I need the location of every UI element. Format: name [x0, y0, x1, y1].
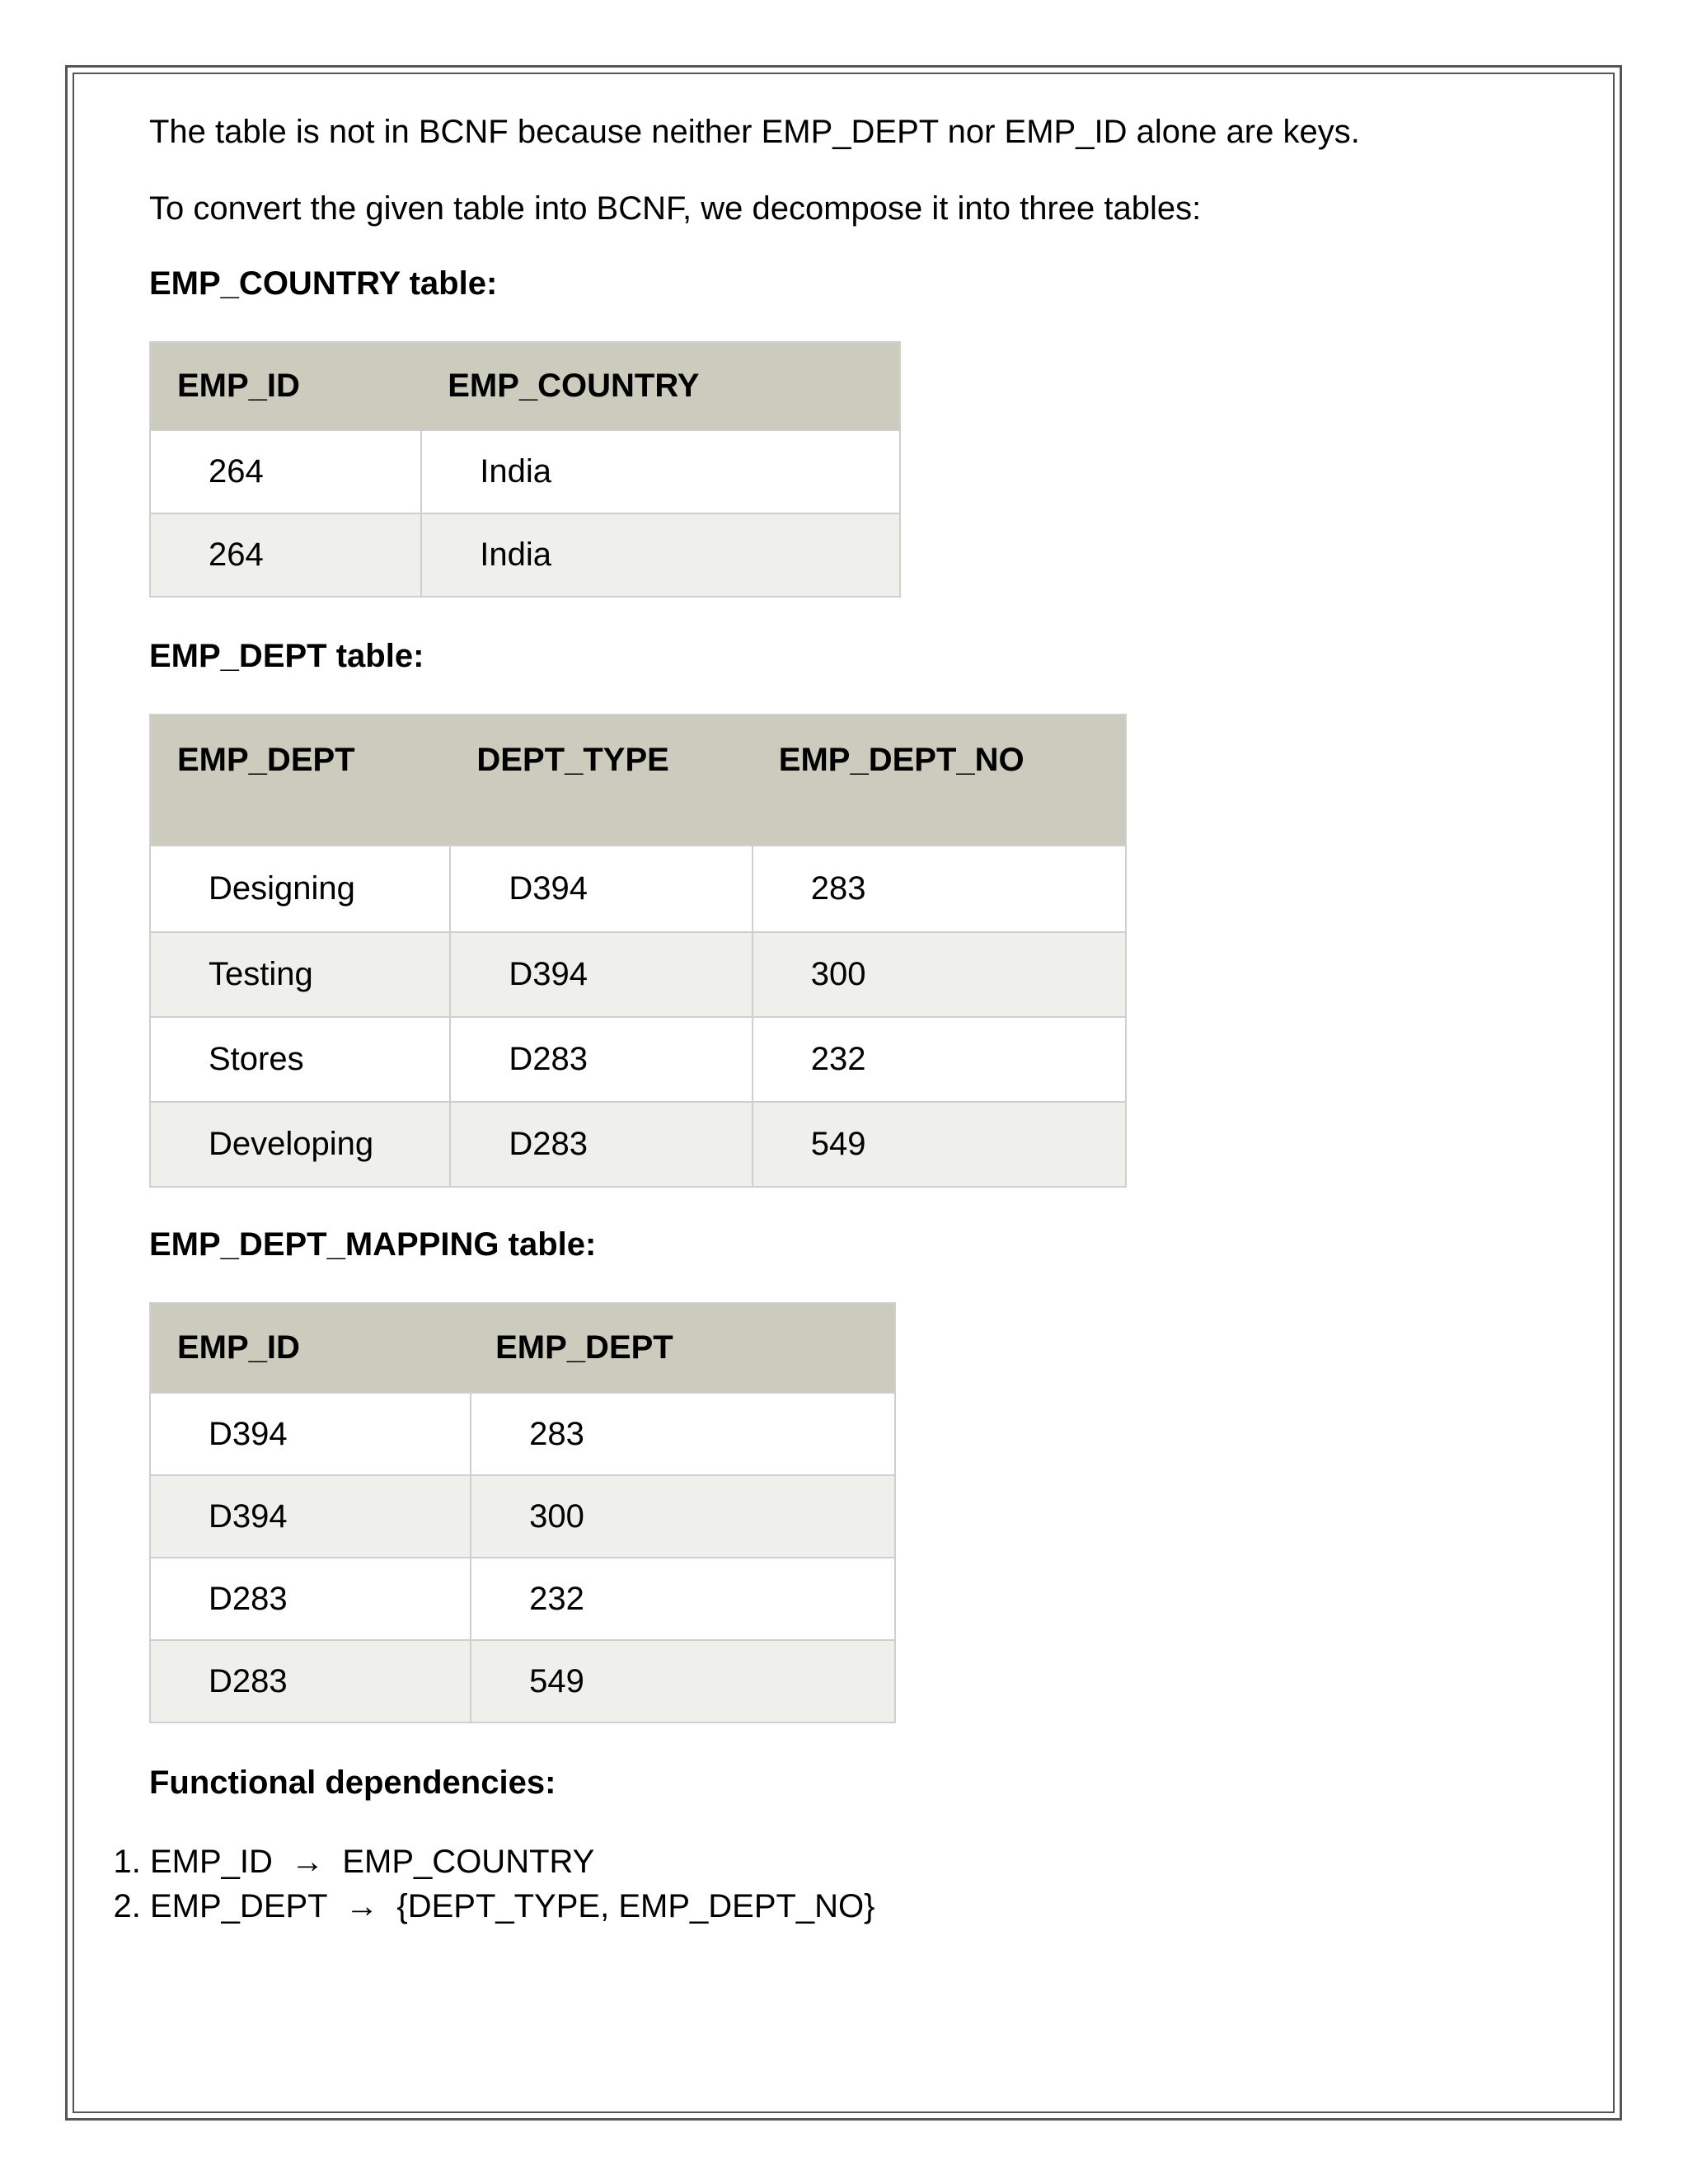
- table-cell: D283: [450, 1102, 752, 1187]
- table-cell: 264: [150, 513, 421, 597]
- table-cell: 300: [471, 1475, 895, 1558]
- table-cell: 283: [753, 846, 1126, 932]
- table-row: [150, 1102, 1126, 1187]
- table-header-row: [150, 715, 1126, 846]
- table-cell: D394: [150, 1475, 471, 1558]
- column-header: EMP_DEPT: [471, 1303, 895, 1393]
- column-header: EMP_DEPT_NO: [753, 715, 1126, 846]
- table-cell: D394: [450, 846, 752, 932]
- table-cell: 549: [471, 1640, 895, 1722]
- table-row: [150, 1640, 895, 1722]
- emp-dept-table: [149, 714, 1127, 1188]
- dependency-list: [91, 1840, 875, 1929]
- table-cell: Testing: [150, 932, 450, 1017]
- table-cell: India: [421, 513, 900, 597]
- table-row: [150, 846, 1126, 932]
- table-cell: 549: [753, 1102, 1126, 1187]
- emp-dept-mapping-table: [149, 1302, 896, 1723]
- table-cell: D283: [450, 1017, 752, 1102]
- column-header: DEPT_TYPE: [450, 715, 752, 846]
- table-cell: 232: [471, 1558, 895, 1640]
- emp-dept-mapping-heading: EMP_DEPT_MAPPING table:: [149, 1226, 597, 1263]
- functional-dependencies-heading: Functional dependencies:: [149, 1765, 556, 1801]
- table-cell: D283: [150, 1640, 471, 1722]
- emp-dept-heading: EMP_DEPT table:: [149, 638, 424, 674]
- intro-paragraph-1: The table is not in BCNF because neither EMP_DEPT nor EMP_ID alone are keys.: [149, 114, 1360, 150]
- table-cell: Stores: [150, 1017, 450, 1102]
- table-header-row: [150, 1303, 895, 1393]
- table-header-row: [150, 342, 900, 430]
- table-cell: 283: [471, 1393, 895, 1475]
- table-row: [150, 932, 1126, 1017]
- table-row: [150, 1017, 1126, 1102]
- column-header: EMP_COUNTRY: [421, 342, 900, 430]
- table-cell: D283: [150, 1558, 471, 1640]
- column-header: EMP_ID: [150, 342, 421, 430]
- table-cell: 264: [150, 430, 421, 513]
- list-item: 2. EMP_DEPT → {DEPT_TYPE, EMP_DEPT_NO}: [150, 1884, 875, 1929]
- table-row: [150, 1475, 895, 1558]
- column-header: EMP_ID: [150, 1303, 471, 1393]
- table-cell: 232: [753, 1017, 1126, 1102]
- table-cell: 300: [753, 932, 1126, 1017]
- emp-country-table: [149, 341, 901, 598]
- table-row: [150, 1393, 895, 1475]
- table-cell: Developing: [150, 1102, 450, 1187]
- table-cell: India: [421, 430, 900, 513]
- table-cell: D394: [450, 932, 752, 1017]
- table-cell: Designing: [150, 846, 450, 932]
- emp-country-heading: EMP_COUNTRY table:: [149, 265, 498, 302]
- table-row: [150, 513, 900, 597]
- table-cell: D394: [150, 1393, 471, 1475]
- table-row: [150, 1558, 895, 1640]
- column-header: EMP_DEPT: [150, 715, 450, 846]
- list-item: 1. EMP_ID → EMP_COUNTRY: [150, 1840, 875, 1884]
- table-row: [150, 430, 900, 513]
- intro-paragraph-2: To convert the given table into BCNF, we decompose it into three tables:: [149, 190, 1202, 227]
